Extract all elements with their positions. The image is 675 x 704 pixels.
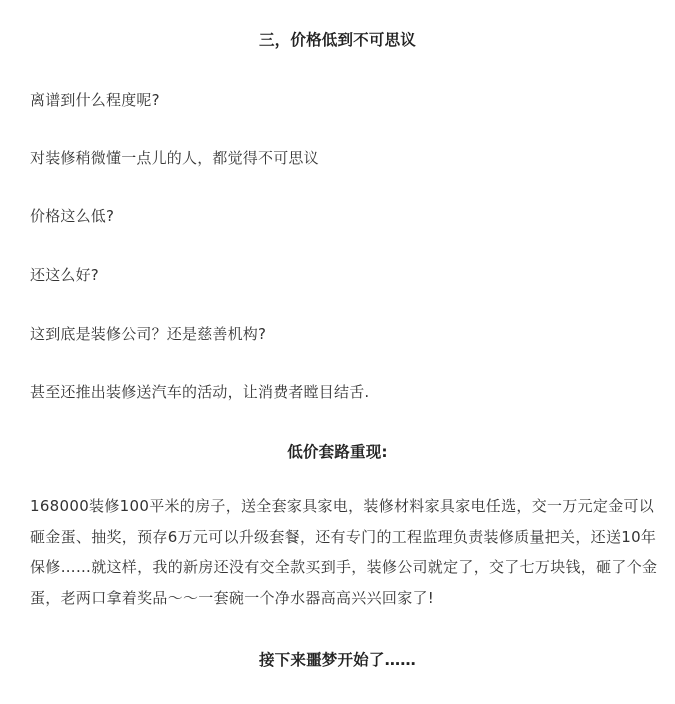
text-line: 甚至还推出装修送汽车的活动，让消费者瞠目结舌. — [30, 383, 370, 401]
text-line: 价格这么低? — [30, 207, 115, 225]
body-paragraph: 168000装修100平米的房子，送全套家具家电，装修材料家具家电任选，交一万元定金可以砸金蛋、抽奖，预存6万元可以升级套餐，还有专门的工程监理负责装修质量把关，还送10年保修……就这样，我的新房还没有交全款买到手，装修公司就定了，交了七万块钱，砸了个金蛋，老两口拿着奖品～～一套碗一个净水器高高兴兴回家了! — [30, 497, 658, 607]
text-line: 这到底是装修公司？还是慈善机构? — [30, 325, 267, 343]
section-heading: 三，价格低到不可思议 — [258, 31, 416, 49]
text-line: 离谱到什么程度呢? — [30, 91, 160, 109]
text-line: 对装修稍微懂一点儿的人，都觉得不可思议 — [30, 149, 319, 167]
closing-line: 接下来噩梦开始了…… — [258, 651, 416, 669]
text-line: 还这么好? — [30, 266, 99, 284]
subheading: 低价套路重现: — [287, 443, 388, 461]
